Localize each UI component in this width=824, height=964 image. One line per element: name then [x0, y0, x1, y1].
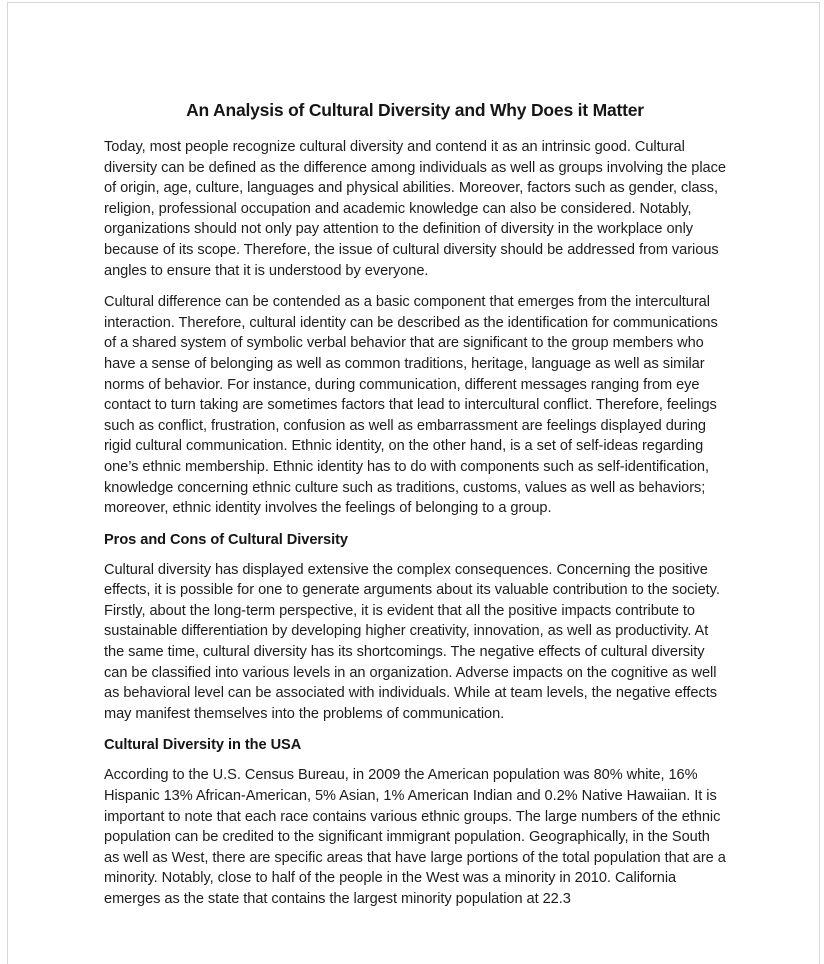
paragraph-cultural-difference: Cultural difference can be contended as a basic component that emerges from the intercultural interaction. Therefore, cultural identity can be described as the identification for communications of a shared system of symbolic verbal behavior that are significant to the group members who have a sense of belonging as well as common traditions, heritage, language as well as similar norms of behavior. For instance, during communication, different messages ranging from eye contact to turn taking are sometimes factors that lead to intercultural conflict. Therefore, feelings such as conflict, frustration, confusion as well as embarrassment are feelings displayed during rigid cultural communication. Ethnic identity, on the other hand, is a set of self-ideas regarding one’s ethnic membership. Ethnic identity has to do with components such as self-identification, knowledge concerning ethnic culture such as traditions, customs, values as well as behaviors; moreover, ethnic identity involves the feelings of belonging to a group.	[104, 294, 718, 517]
heading-diversity-usa: Cultural Diversity in the USA	[104, 737, 302, 754]
document-page	[7, 2, 820, 964]
document-title: An Analysis of Cultural Diversity and Why Does it Matter	[186, 100, 644, 120]
document-content	[104, 3, 726, 921]
paragraph-pros-and-cons: Cultural diversity has displayed extensive the complex consequences. Concerning the positive effects, it is possible for one to generate arguments about its valuable contribution to the society. Firstly, about the long-term perspective, it is evident that all the positive impacts contribute to sustainable differentiation by developing higher creativity, innovation, as well as productivity. At the same time, cultural diversity has its shortcomings. The negative effects of cultural diversity can be classified into various levels in an organization. Adverse impacts on the cognitive as well as behavioral level can be associated with individuals. While at team levels, the negative effects may manifest themselves into the problems of communication.	[104, 561, 720, 722]
paragraph-diversity-usa: According to the U.S. Census Bureau, in 2009 the American population was 80% white, 16% Hispanic 13% African-American, 5% Asian, 1% American Indian and 0.2% Native Hawaiian. It is important to note that each race contains various ethnic groups. The large numbers of the ethnic population can be credited to the significant immigrant population. Geographically, in the South as well as West, there are specific areas that have large portions of the total population that are a minority. Notably, close to half of the people in the West was a minority in 2010. California emerges as the state that contains the largest minority population at 22.3	[104, 767, 726, 907]
paragraph-intro: Today, most people recognize cultural diversity and contend it as an intrinsic good. Cultural diversity can be defined as the difference among individuals as well as groups involving the place of origin, age, culture, languages and physical abilities. Moreover, factors such as gender, class, religion, professional occupation and academic knowledge can also be considered. Notably, organizations should not only pay attention to the definition of diversity in the workplace only because of its scope. Therefore, the issue of cultural diversity should be addressed from various angles to ensure that it is understood by everyone.	[104, 139, 726, 279]
heading-pros-and-cons: Pros and Cons of Cultural Diversity	[104, 531, 348, 548]
